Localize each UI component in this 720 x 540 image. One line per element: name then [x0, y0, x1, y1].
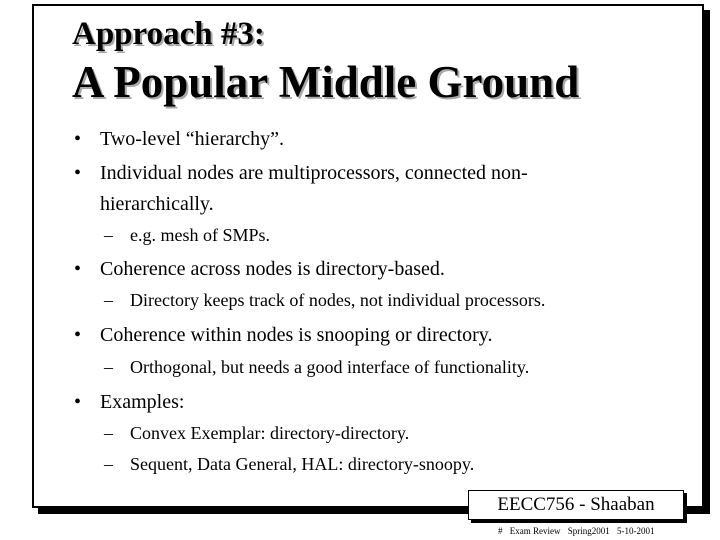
footer-meta	[498, 527, 660, 536]
sub-bullet-text: Orthogonal, but needs a good interface of functionality.	[130, 357, 530, 377]
dash-icon: –	[104, 225, 113, 245]
bullet-text: Coherence across nodes is directory-based.	[100, 258, 445, 280]
bullet-icon: •	[74, 258, 82, 280]
bullet-icon: •	[74, 128, 82, 150]
bullet-text: Individual nodes are multiprocessors, connected non-	[100, 162, 528, 184]
bullet-text: hierarchically.	[100, 193, 214, 215]
sub-bullet-text: Directory keeps track of nodes, not individual processors.	[130, 290, 546, 310]
dash-icon: –	[104, 454, 113, 474]
slide-subtitle: Approach #3:	[72, 16, 265, 52]
dash-icon: –	[104, 290, 113, 310]
footer-hash: #	[498, 526, 503, 536]
slide-title: A Popular Middle Ground	[72, 57, 580, 107]
footer-label-box	[468, 490, 684, 520]
bullet-icon: •	[74, 324, 82, 346]
sub-bullet-text: Convex Exemplar: directory-directory.	[130, 423, 410, 443]
bullet-icon: •	[74, 162, 82, 184]
bullet-text: Two-level “hierarchy”.	[100, 128, 285, 150]
footer-label: EECC756 - Shaaban	[497, 494, 655, 515]
sub-bullet-text: e.g. mesh of SMPs.	[130, 225, 271, 245]
dash-icon: –	[104, 357, 113, 377]
bullet-text: Coherence within nodes is snooping or directory.	[100, 324, 493, 346]
frame-shadow-right	[704, 10, 710, 514]
sub-bullet-text: Sequent, Data General, HAL: directory-snoopy.	[130, 454, 475, 474]
bullet-icon: •	[74, 391, 82, 413]
footer-course: Exam Review	[509, 526, 561, 536]
footer-date: 5-10-2001	[617, 526, 655, 536]
bullet-text: Examples:	[100, 391, 185, 413]
dash-icon: –	[104, 423, 113, 443]
footer-term: Spring2001	[567, 526, 610, 536]
